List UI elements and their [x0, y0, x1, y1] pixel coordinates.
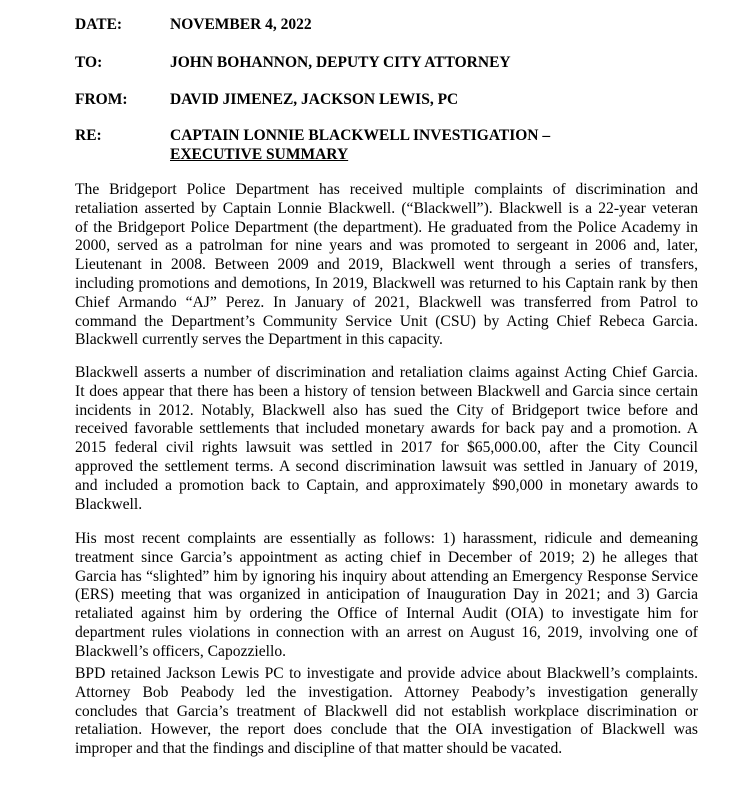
paragraph-line: Blackwell currently serves the Department in this capacity. — [75, 331, 443, 349]
paragraph-line: retaliated against him by ordering the Office of Internal Audit (OIA) to investigate him for — [75, 605, 698, 623]
paragraph-line: improper and that the findings and discipline of that matter should be vacated. — [75, 740, 563, 758]
re-value-line1: CAPTAIN LONNIE BLACKWELL INVESTIGATION – — [170, 127, 551, 144]
paragraph-4 — [75, 665, 698, 759]
re-label: RE: — [75, 127, 102, 144]
paragraph-line: received favorable settlements that included monetary awards for back pay and a promotion. A — [75, 420, 698, 438]
paragraph-line: retaliation. However, the report does conclude that the OIA investigation of Blackwell was — [75, 721, 698, 739]
paragraph-line: retaliation asserted by Captain Lonnie Blackwell. (“Blackwell”). Blackwell is a 22-year veteran — [75, 199, 698, 217]
to-value: JOHN BOHANNON, DEPUTY CITY ATTORNEY — [170, 54, 511, 71]
paragraph-line: Lieutenant in 2008. Between 2009 and 2019, Blackwell went through a series of transfers, — [75, 256, 698, 274]
paragraph-line: command the Department’s Community Service Unit (CSU) by Acting Chief Rebeca Garcia. — [75, 312, 698, 330]
paragraph-line: approved the settlement terms. A second discrimination lawsuit was settled in January of 2019, — [75, 457, 698, 475]
paragraph-3 — [75, 530, 698, 662]
paragraph-line: BPD retained Jackson Lewis PC to investigate and provide advice about Blackwell’s complaints. — [75, 665, 698, 682]
paragraph-line: Chief Armando “AJ” Perez. In January of 2021, Blackwell was transferred from Patrol to — [75, 293, 698, 311]
re-value-line2: EXECUTIVE SUMMARY — [170, 146, 349, 163]
paragraph-line: It does appear that there has been a history of tension between Blackwell and Garcia since certain — [75, 382, 698, 400]
paragraph-line: Blackwell asserts a number of discrimination and retaliation claims against Acting Chief Garcia. — [75, 364, 698, 381]
paragraph-line: of the Bridgeport Police Department (the department). He graduated from the Police Academy in — [75, 218, 698, 236]
paragraph-line: (ERS) meeting that was organized in anticipation of Inauguration Day in 2021; and 3) Garcia — [75, 586, 698, 604]
paragraph-line: 2015 federal civil rights lawsuit was settled in 2017 for $65,000.00, after the City Council — [75, 439, 698, 457]
paragraph-line: treatment since Garcia’s appointment as acting chief in December of 2019; 2) he alleges that — [75, 548, 698, 566]
paragraph-line: concludes that Garcia’s treatment of Blackwell did not establish workplace discrimination or — [75, 702, 698, 720]
from-label: FROM: — [75, 91, 128, 108]
to-row — [75, 54, 698, 74]
paragraph-line: incidents in 2012. Notably, Blackwell also has sued the City of Bridgeport twice before and — [75, 401, 698, 419]
to-label: TO: — [75, 54, 103, 71]
paragraph-line: Blackwell. — [75, 495, 143, 513]
paragraph-line: His most recent complaints are essentially as follows: 1) harassment, ridicule and demeaning — [75, 530, 698, 547]
re-row — [75, 127, 698, 167]
paragraph-line: Blackwell’s officers, Capozziello. — [75, 642, 287, 660]
paragraph-2 — [75, 364, 698, 514]
from-value: DAVID JIMENEZ, JACKSON LEWIS, PC — [170, 91, 459, 108]
paragraph-line: 2000, served as a patrolman for nine years and was promoted to sergeant in 2006 and, later, — [75, 237, 698, 255]
paragraph-line: Attorney Bob Peabody led the investigation. Attorney Peabody’s investigation generally — [75, 683, 698, 701]
date-label: DATE: — [75, 16, 123, 33]
from-row — [75, 91, 698, 111]
date-row — [75, 16, 698, 36]
paragraph-line: The Bridgeport Police Department has received multiple complaints of discrimination and — [75, 181, 698, 198]
paragraph-line: including promotions and demotions, In 2019, Blackwell was returned to his Captain rank by then — [75, 274, 698, 292]
paragraph-1 — [75, 181, 698, 350]
paragraph-line: department rules violations in connection with an arrest on August 16, 2019, involving one of — [75, 623, 698, 641]
paragraph-line: and included a promotion back to Captain, and approximately $90,000 in monetary awards to — [75, 476, 698, 494]
date-value: NOVEMBER 4, 2022 — [170, 16, 312, 33]
paragraph-line: Garcia has “slighted” him by ignoring his inquiry about attending an Emergency Response Service — [75, 567, 698, 585]
